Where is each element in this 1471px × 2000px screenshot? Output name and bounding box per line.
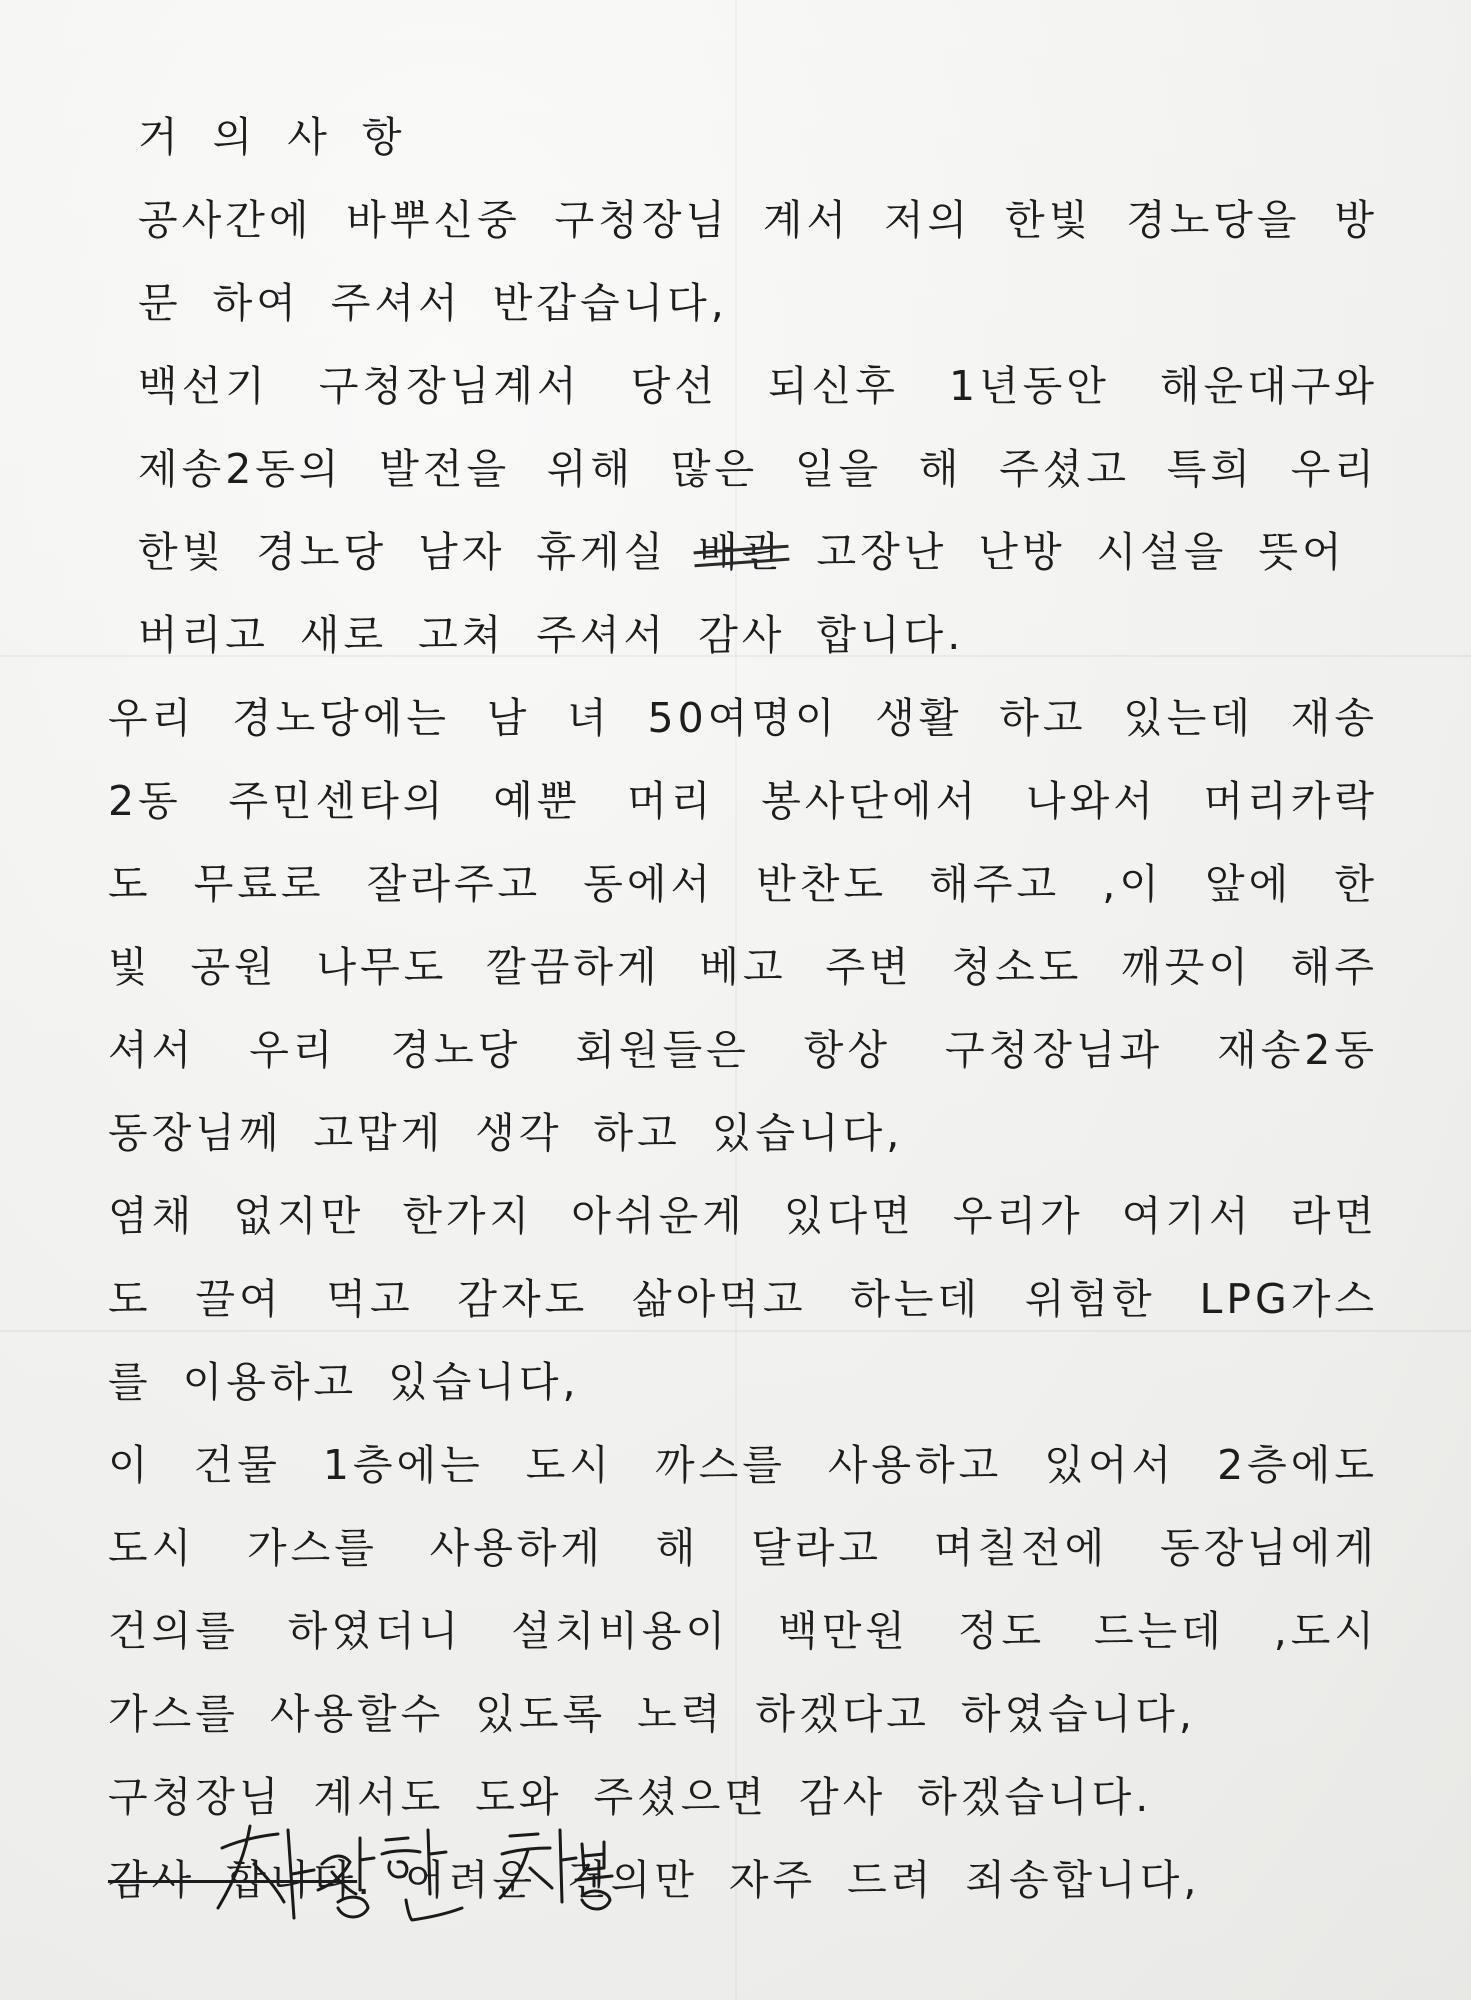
letter-line-end: 고장난 난방 시설을 뜻어 <box>816 528 1346 576</box>
letter-line <box>108 511 1388 594</box>
letter-line: 셔서 우리 경노당 회원들은 항상 구청장님과 재송2동 <box>108 1026 1378 1074</box>
letter-line: 가스를 사용할수 있도록 노력 하겠다고 하였습니다, <box>108 1690 1196 1738</box>
letter-line: 를 이용하고 있습니다, <box>108 1358 580 1406</box>
letter-line: 백선기 구청장님계서 당선 되신후 1년동안 해운대구와 <box>138 362 1378 410</box>
letter-line: 구청장님 계서도 도와 주셨으면 감사 하겠습니다. <box>108 1773 1153 1821</box>
letter-line: 문 하여 주셔서 반갑습니다, <box>138 279 728 327</box>
letter-line: 2동 주민센타의 예뿐 머리 봉사단에서 나와서 머리카락 <box>108 777 1378 825</box>
letter-body <box>108 96 1388 1922</box>
letter-line: 도 끌여 먹고 감자도 삶아먹고 하는데 위험한 LPG가스 <box>108 1275 1378 1323</box>
struck-phrase-punct: . <box>357 1856 375 1904</box>
struck-phrase: 감사 합니다 <box>108 1856 358 1904</box>
letter-line: 건의를 하였더니 설치비용이 백만원 정도 드는데 ,도시 <box>108 1607 1378 1655</box>
letter-closing: 어려운 건의만 자주 드려 죄송합니다, <box>405 1856 1201 1904</box>
struck-word: 배관 <box>698 511 785 594</box>
letter-line: 동장님께 고맙게 생각 하고 있습니다, <box>108 1109 904 1157</box>
letter-line: 도 무료로 잘라주고 동에서 반찬도 해주고 ,이 앞에 한 <box>108 860 1378 908</box>
letter-line: 공사간에 바뿌신중 구청장님 계서 저의 한빛 경노당을 방 <box>138 196 1378 244</box>
letter-line: 제송2동의 발전을 위해 많은 일을 해 주셨고 특희 우리 <box>138 445 1378 493</box>
letter-line: 빛 공원 나무도 깔끔하게 베고 주변 청소도 깨끗이 해주 <box>108 943 1378 991</box>
letter-line: 염채 없지만 한가지 아쉬운게 있다면 우리가 여기서 라면 <box>108 1192 1378 1240</box>
letter-line: 우리 경노당에는 남 녀 50여명이 생활 하고 있는데 재송 <box>108 694 1378 742</box>
letter-heading: 거 의 사 항 <box>138 113 406 161</box>
letter-line: 버리고 새로 고쳐 주셔서 감사 합니다. <box>138 611 965 659</box>
letter-line-start: 한빛 경노당 남자 휴게실 <box>138 528 668 576</box>
letter-line: 이 건물 1층에는 도시 까스를 사용하고 있어서 2층에도 <box>108 1441 1378 1489</box>
handwritten-signature <box>210 1790 730 1940</box>
letter-line: 도시 가스를 사용하게 해 달라고 며칠전에 동장님에게 <box>108 1524 1378 1572</box>
